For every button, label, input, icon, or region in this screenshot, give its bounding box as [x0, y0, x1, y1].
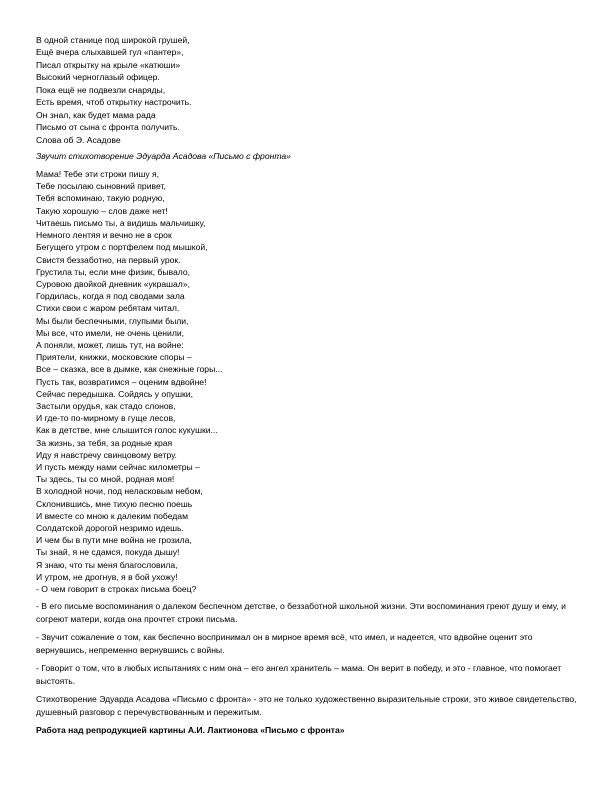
poem-line: Солдатской дорогой незримо идешь. — [36, 522, 184, 533]
poem-line: Застыли орудья, как стадо слонов, — [36, 400, 176, 411]
poem-line: В холодной ночи, под неласковым небом, — [36, 486, 203, 497]
poem-line: Письмо от сына с фронта получить. — [36, 122, 180, 133]
poem-line: И где-то по-мирному в гуще лесов, — [36, 413, 176, 424]
poem-line: Склонившись, мне тихую песню поешь — [36, 498, 193, 509]
document-page — [36, 34, 584, 737]
question-line: - О чем говорит в строках письма боец? — [36, 583, 197, 594]
poem-line: И пусть между нами сейчас километры – — [36, 461, 200, 472]
poem-line: В одной станице под широкой грушей, — [36, 35, 190, 45]
poem-line: Такую хорошую – слов даже нет! — [36, 205, 168, 216]
poem-line: И вместе со мною к далеким победам — [36, 510, 188, 521]
poem-intro — [36, 34, 584, 146]
poem-line: Есть время, чтоб открытку настрочить. — [36, 97, 192, 108]
poem-line: Мы были беспечными, глупыми были, — [36, 315, 189, 326]
answer-paragraph-childhood: - В его письме воспоминания о далеком беспечном детстве, о беззаботной школьной жизни. Эти воспоминания греют душу и ему, и согреют матери, когда она прочтет строки письма. — [36, 601, 566, 624]
poem-line: Читаешь письмо ты, а видишь мальчишку, — [36, 217, 206, 228]
poem-line: А поняли, может, лишь тут, на войне: — [36, 339, 184, 350]
poem-line: И утром, не дрогнув, я в бой ухожу! — [36, 571, 178, 582]
poem-line: Иду я навстречу свинцовому ветру. — [36, 449, 177, 460]
poem-line: Мы все, что имели, не очень ценили, — [36, 327, 185, 338]
answer-paragraph-regret: - Звучит сожаление о том, как беспечно воспринимал он в мирное время всё, что имел, и надеется, что вдвойне оценит это вернувшись, непременно вернувшись с войны. — [36, 632, 533, 655]
poem-letter-from-front — [36, 168, 584, 595]
painting-heading: Работа над репродукцией картины А.И. Лактионова «Письмо с фронта» — [36, 725, 345, 736]
author-note: Слова об Э. Асадове — [36, 134, 121, 145]
conclusion-paragraph: Стихотворение Эдуарда Асадова «Письмо с фронта» - это не только художественно выразительные строки, это живое свидетельство, душевный разговор с перечувствованным и пережитым. — [36, 694, 577, 717]
poem-line: Тебя вспоминаю, такую родную, — [36, 193, 165, 204]
poem-line: Ещё вчера слыхавшей гул «пантер», — [36, 47, 184, 58]
poem-line: Бегущего утром с портфелем под мышкой, — [36, 242, 208, 253]
answer-paragraph-guardian: - Говорит о том, что в любых испытаниях с ним она – его ангел хранитель – мама. Он верит в победу, и это - главное, что помогает выстоять. — [36, 663, 562, 686]
poem-line: Сейчас передышка. Сойдясь у опушки, — [36, 388, 193, 399]
poem-line: Стихи свои с жаром ребятам читал. — [36, 303, 180, 314]
poem-line: Мама! Тебе эти строки пишу я, — [36, 169, 160, 180]
poem-line: Суровою двойкой дневник «украшал», — [36, 278, 190, 289]
poem-line: Ты знай, я не сдамся, покуда дышу! — [36, 547, 180, 558]
poem-line: Пока ещё не подвезли снаряды, — [36, 84, 166, 95]
poem-line: Писал открытку на крыле «катюши» — [36, 59, 181, 70]
poem-heading: Звучит стихотворение Эдуарда Асадова «Письмо с фронта» — [36, 151, 291, 162]
poem-line: Он знал, как будет мама рада — [36, 109, 156, 120]
poem-line: Свистя беззаботно, на первый урок. — [36, 254, 181, 265]
poem-line: Я знаю, что ты меня благословила, — [36, 559, 178, 570]
poem-line: Как в детстве, мне слышится голос кукушки... — [36, 425, 218, 436]
poem-line: Высокий черноглазый офицер. — [36, 72, 160, 83]
poem-line: И чем бы в пути мне война не грозила, — [36, 535, 192, 546]
poem-line: Все – сказка, все в дымке, как снежные горы... — [36, 364, 223, 375]
poem-line: Гордилась, когда я под сводами зала — [36, 291, 185, 302]
poem-line: Пусть так, возвратимся – оценим вдвойне! — [36, 376, 207, 387]
poem-line: Тебе посылаю сыновний привет, — [36, 181, 166, 192]
poem-line: Приятели, книжки, московские споры – — [36, 352, 192, 363]
poem-line: Грустила ты, если мне физик, бывало, — [36, 266, 191, 277]
poem-line: Немного лентяя и вечно не в срок — [36, 230, 172, 241]
poem-line: За жизнь, за тебя, за родные края — [36, 437, 173, 448]
poem-line: Ты здесь, ты со мной, родная моя! — [36, 474, 175, 485]
